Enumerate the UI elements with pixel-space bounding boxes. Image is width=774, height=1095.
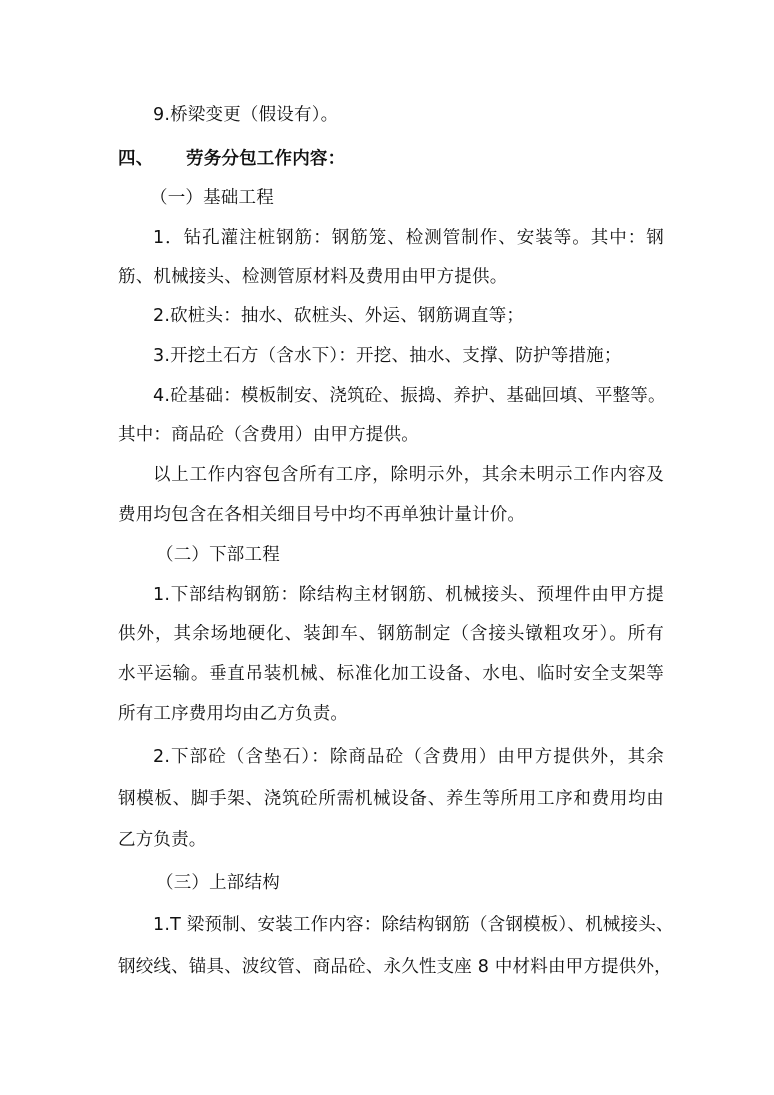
paragraph-line: 2.下部砼（含垫石）：除商品砼（含费用）由甲方提供外，其余 (153, 747, 664, 767)
paragraph-line: 钢绞线、锚具、波纹管、商品砼、永久性支座 8 中材料由甲方提供外， (118, 957, 672, 977)
paragraph-line: 费用均包含在各相关细目号中均不再单独计量计价。 (118, 505, 526, 525)
paragraph-line: 供外，其余场地硬化、装卸车、钢筋制定（含接头镦粗攻牙）。所有 (118, 624, 664, 644)
paragraph-line: 乙方负责。 (118, 830, 207, 850)
section-title: 劳务分包工作内容： (186, 149, 346, 169)
subsection-heading: （二）下部工程 (156, 545, 280, 565)
section-number: 四、 (118, 149, 154, 169)
paragraph-line: 1.T 梁预制、安装工作内容：除结构钢筋（含钢模板）、机械接头、 (153, 915, 674, 935)
paragraph-line: 2.砍桩头：抽水、砍桩头、外运、钢筋调直等； (153, 306, 525, 326)
paragraph-line: 钢模板、脚手架、浇筑砼所需机械设备、养生等所用工序和费用均由 (118, 789, 664, 809)
paragraph-line: 1．钻孔灌注桩钢筋：钢筋笼、检测管制作、安装等。其中：钢 (153, 228, 664, 248)
paragraph-line: 所有工序费用均由乙方负责。 (118, 704, 349, 724)
paragraph-line: 筋、机械接头、检测管原材料及费用由甲方提供。 (118, 267, 508, 287)
subsection-heading: （三）上部结构 (156, 873, 280, 893)
paragraph-line: 4.砼基础：模板制安、浇筑砼、振捣、养护、基础回填、平整等。 (153, 386, 666, 406)
section-heading (118, 147, 664, 171)
paragraph-line: 9.桥梁变更（假设有）。 (153, 105, 339, 125)
paragraph-line: 以上工作内容包含所有工序，除明示外，其余未明示工作内容及 (153, 465, 664, 485)
paragraph-line: 3.开挖土石方（含水下）：开挖、抽水、支撑、防护等措施； (153, 346, 622, 366)
paragraph-line: 其中：商品砼（含费用）由甲方提供。 (118, 425, 419, 445)
subsection-heading: （一）基础工程 (150, 188, 274, 208)
paragraph-line: 1.下部结构钢筋：除结构主材钢筋、机械接头、预埋件由甲方提 (153, 585, 664, 605)
paragraph-line: 水平运输。垂直吊装机械、标准化加工设备、水电、临时安全支架等 (118, 664, 664, 684)
